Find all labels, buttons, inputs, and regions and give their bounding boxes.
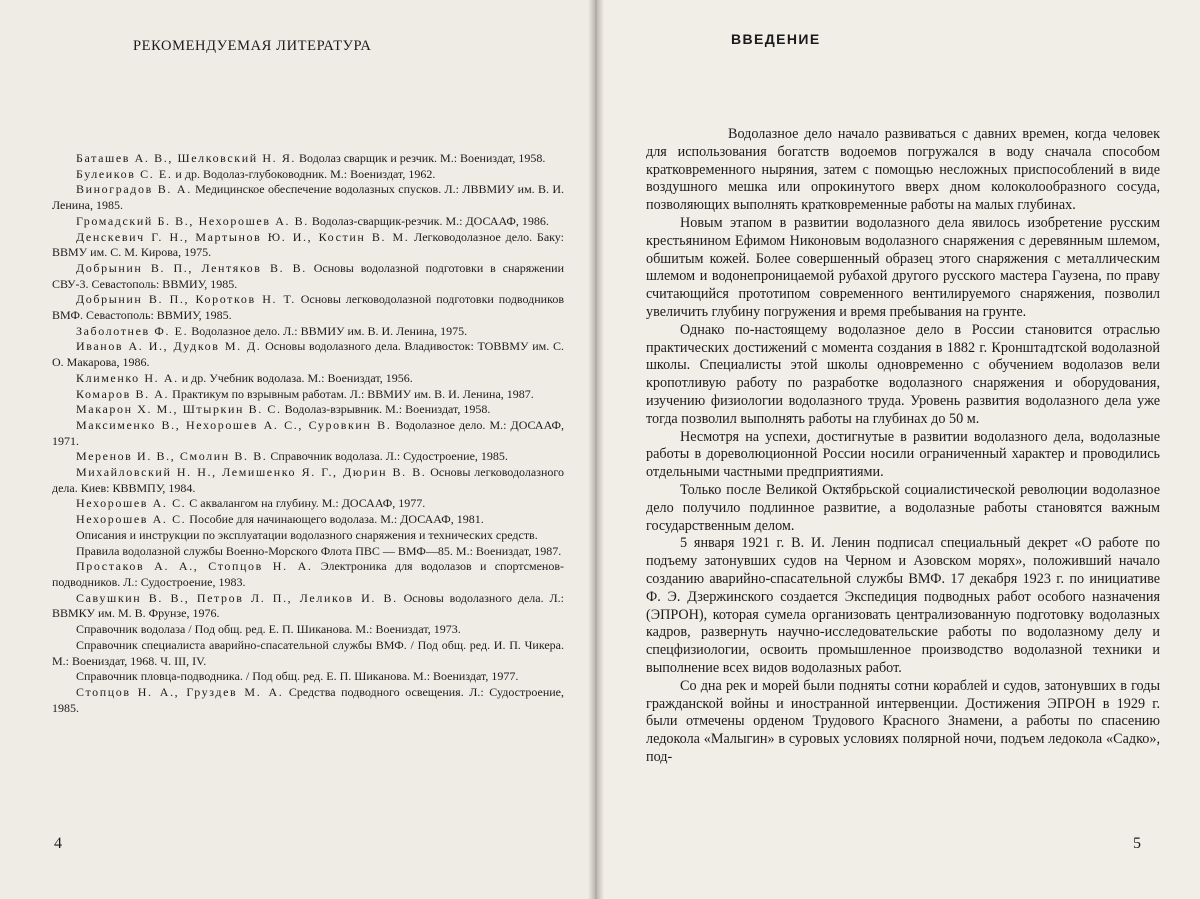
reference-details: Основы водолазного дела. Владивосток: ТОВВМУ им. С. О. Макарова, 1986. — [52, 339, 564, 370]
intro-paragraph: Со дна рек и морей были подняты сотни кораблей и судов, затонувших в годы гражданской войны и иностранной интервенции. Достижения ЭПРОН в 1929 г. были отмечены орденом Трудового Красного Знамени, а работы по спасению ледокола «Малыгин» в суровых условиях полярной ночи, подъем ледокола «Садко», под- — [646, 677, 1160, 765]
reference-authors: Виноградов В. А. — [76, 182, 192, 197]
reference-entry — [52, 292, 564, 323]
reference-details: и др. Водолаз-глубоководник. М.: Воениздат, 1962. — [172, 166, 436, 181]
reference-entry — [52, 418, 564, 449]
reference-details: Справочник водолаза / Под общ. ред. Е. П. Шиканова. М.: Воениздат, 1973. — [76, 622, 461, 637]
left-page — [0, 0, 596, 899]
reference-authors: Денскевич Г. Н., Мартынов Ю. И., Костин В. М. — [76, 229, 410, 244]
reference-details: Практикум по взрывным работам. Л.: ВВМИУ им. В. И. Ленина, 1987. — [169, 386, 534, 401]
reference-details: Электроника для водолазов и спортсменов-подводников. Л.: Судостроение, 1983. — [52, 559, 565, 589]
reference-details: Основы водолазного дела. Л.: ВВМКУ им. М. В. Фрунзе, 1976. — [52, 590, 564, 621]
reference-details: С аквалангом на глубину. М.: ДОСААФ, 1977. — [186, 496, 426, 511]
reference-entry — [52, 324, 564, 340]
reference-entry — [52, 230, 564, 261]
reference-authors: Меренов И. В., Смолин В. В. — [76, 449, 268, 464]
reference-entry — [52, 151, 564, 167]
reference-authors: Иванов А. И., Дудков М. Д. — [76, 339, 262, 354]
reference-authors: Заболотнев Ф. Е. — [76, 323, 189, 338]
reference-entry — [52, 371, 564, 387]
reference-entry — [52, 339, 564, 370]
intro-paragraph: Водолазное дело начало развиваться с давних времен, когда человек для использования богатств водоемов погружался в воду сначала способом кратковременного ныряния, затем с помощью несложных приспособлений в виде воздушного мешка или опрокинутого вверх дном колоколообразного сосуда, позволяющих выполнять кратковременные работы на малых глубинах. — [646, 126, 1160, 214]
reference-authors: Баташев А. В., Шелковский Н. Я. — [76, 151, 297, 165]
reference-entry — [52, 387, 564, 403]
reference-authors: Добрынин В. П., Коротков Н. Т. — [76, 292, 296, 307]
reference-list — [52, 151, 564, 716]
reference-details: Водолазное дело. Л.: ВВМИУ им. В. И. Ленина, 1975. — [188, 323, 468, 338]
reference-entry — [52, 591, 564, 622]
reference-entry — [52, 559, 564, 590]
reference-details: Пособие для начинающего водолаза. М.: ДОСААФ, 1981. — [186, 512, 484, 527]
reference-details: Правила водолазной службы Военно-Морского Флота ПВС — ВМФ—85. М.: Воениздат, 1987. — [76, 543, 562, 558]
reference-details: и др. Учебник водолаза. М.: Воениздат, 1956. — [178, 370, 413, 385]
reference-entry — [52, 182, 564, 213]
reference-details: Описания и инструкции по эксплуатации водолазного снаряжения и технических средств. — [76, 527, 538, 542]
intro-paragraph: Только после Великой Октябрьской социалистической революции водолазное дело получило подлинное развитие, а водолазные работы становятся важным государственным делом. — [646, 481, 1160, 534]
reference-authors: Клименко Н. А. — [76, 370, 179, 385]
page-number-right: 5 — [1133, 835, 1141, 852]
reference-details: Водолаз-взрывник. М.: Воениздат, 1958. — [281, 402, 491, 417]
reference-authors: Добрынин В. П., Лентяков В. В. — [76, 260, 307, 275]
reference-entry — [52, 622, 564, 638]
reference-details: Справочник пловца-подводника. / Под общ. ред. Е. П. Шиканова. М.: Воениздат, 1977. — [76, 669, 519, 684]
reference-authors: Михайловский Н. Н., Лемишенко Я. Г., Дюрин В. В. — [76, 465, 427, 480]
reference-details: Водолаз сварщик и резчик. М.: Воениздат, 1958. — [296, 151, 546, 165]
reference-entry — [52, 465, 564, 496]
reference-authors: Нехорошев А. С. — [76, 512, 187, 527]
reference-authors: Нехорошев А. С. — [76, 496, 187, 511]
reference-authors: Стопцов Н. А., Груздев М. А. — [76, 684, 284, 699]
reference-authors: Булеиков С. Е. — [76, 166, 173, 181]
reference-entry — [52, 449, 564, 465]
reference-details: Легководолазное дело. Баку: ВВМУ им. С. М. Кирова, 1975. — [52, 229, 564, 260]
reference-details: Водолаз-сварщик-резчик. М.: ДОСААФ, 1986. — [308, 213, 549, 228]
reference-authors: Комаров В. А. — [76, 386, 170, 401]
book-gutter — [588, 0, 604, 899]
reference-authors: Простаков А. А., Стопцов Н. А. — [76, 559, 313, 574]
reference-entry — [52, 261, 564, 292]
reference-details: Средства подводного освещения. Л.: Судостроение, 1985. — [52, 684, 564, 715]
reference-details: Медицинское обеспечение водолазных спусков. Л.: ЛВВМИУ им. В. И. Ленина, 1985. — [52, 182, 564, 213]
intro-paragraph: Новым этапом в развитии водолазного дела явилось изобретение русским крестьянином Ефимом Никоновым водолазного снаряжения с деревянным шлемом, обшитым кожей. Более совершенный образец этого снаряжения с металлическим шлемом и водонепроницаемой рубахой другого русского мастера Гаузена, по праву считающийся прототипом современного вентилируемого снаряжения, позволил увеличить глубину погружения и время пребывания на грунте. — [646, 214, 1160, 320]
introduction-heading: ВВЕДЕНИЕ — [731, 31, 821, 47]
reference-entry — [52, 402, 564, 418]
introduction-text — [646, 126, 1160, 767]
reference-authors: Громадский Б. В., Нехорошев А. В. — [76, 213, 309, 228]
reference-entry — [52, 669, 564, 685]
intro-paragraph: 5 января 1921 г. В. И. Ленин подписал специальный декрет «О работе по подъему затонувших судов на Черном и Азовском морях», положивший начало созданию аварийно-спасательной службы ВМФ. 17 декабря 1923 г. по инициативе Ф. Э. Дзержинского создается Экспедиция подводных работ особого назначения (ЭПРОН), которая сумела организовать централизованную подготовку водолазных кадров, развернуть научно-исследовательские работы по водолазному делу и спецфизиологии, освоить промышленное производство водолазной техники и выполнение всех видов водолазных работ. — [646, 535, 1160, 676]
reference-entry — [52, 544, 564, 560]
reference-entry — [52, 638, 564, 669]
intro-paragraph: Несмотря на успехи, достигнутые в развитии водолазного дела, водолазные работы в дореволюционной России носили ограниченный характер и проводились отдельными частными предприятиями. — [646, 428, 1160, 481]
reference-details: Основы водолазной подготовки в снаряжении СВУ-3. Севастополь: ВВМИУ, 1985. — [52, 260, 564, 291]
page-number-left: 4 — [54, 835, 62, 852]
reference-entry — [52, 512, 564, 528]
reference-entry — [52, 167, 564, 183]
reference-details: Основы легководолазного дела. Киев: КВВМПУ, 1984. — [52, 465, 564, 495]
reference-authors: Савушкин В. В., Петров Л. П., Леликов И. В. — [76, 590, 398, 605]
reference-authors: Максименко В., Нехорошев А. С., Суровкин В. — [76, 417, 392, 432]
intro-paragraph: Однако по-настоящему водолазное дело в России становится отраслью практических достижений с момента создания в 1882 г. Кронштадтской водолазной школы. Специалисты этой школы одновременно с обучением водолазов вели кропотливую работу по разработке водолазного снаряжения и оборудования, изучению физиологии водолазного труда. Уровень развития водолазного дела уже тогда позволил выполнять работы на глубинах до 50 м. — [646, 321, 1160, 427]
reference-details: Основы легководолазной подготовки подводников ВМФ. Севастополь: ВВМИУ, 1985. — [52, 292, 564, 323]
references-heading: РЕКОМЕНДУЕМАЯ ЛИТЕРАТУРА — [133, 38, 372, 54]
reference-entry — [52, 214, 564, 230]
reference-entry — [52, 685, 564, 716]
reference-entry — [52, 496, 564, 512]
reference-authors: Макарон Х. М., Штыркин В. С. — [76, 402, 282, 417]
right-page — [596, 0, 1200, 899]
reference-entry — [52, 528, 564, 544]
reference-details: Справочник специалиста аварийно-спасательной службы ВМФ. / Под общ. ред. И. П. Чикера. М.: Воениздат, 1968. Ч. III, IV. — [52, 637, 564, 668]
reference-details: Водолазное дело. М.: ДОСААФ, 1971. — [52, 417, 564, 448]
reference-details: Справочник водолаза. Л.: Судостроение, 1985. — [267, 449, 508, 464]
